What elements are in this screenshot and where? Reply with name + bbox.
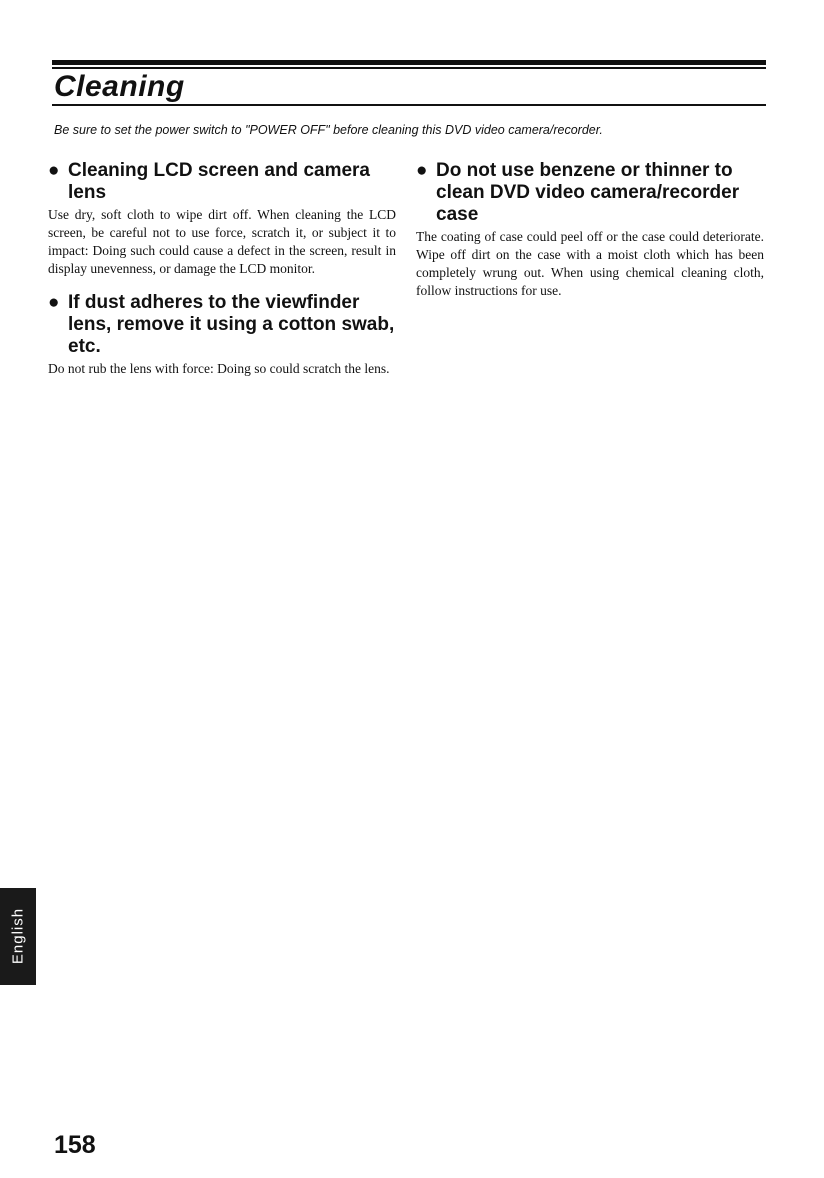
section-heading [416,160,764,226]
left-column [48,160,396,392]
section-benzene-warning [416,160,764,300]
right-column [416,160,764,314]
section-body: Do not rub the lens with force: Doing so could scratch the lens. [48,361,390,376]
bullet-icon: ● [48,292,60,313]
section-viewfinder [48,292,396,378]
page-number: 158 [54,1131,96,1159]
section-body: Use dry, soft cloth to wipe dirt off. When cleaning the LCD screen, be careful not to use force, scratch it, or subject it to impact: Doing such could cause a defect in the screen, result in display unevenness, or damage the LCD monitor. [48,207,396,276]
section-heading [48,292,396,358]
language-tab [0,888,36,985]
title-underline-rule [52,104,766,106]
header-rule-thick [52,60,766,65]
section-heading-text: Do not use benzene or thinner to clean DVD video camera/recorder case [436,160,740,225]
page-title: Cleaning [54,70,185,103]
section-heading [48,160,396,204]
section-heading-text: If dust adheres to the viewfinder lens, remove it using a cotton swab, etc. [68,292,395,357]
section-heading-text: Cleaning LCD screen and camera lens [68,160,370,203]
bullet-icon: ● [48,160,60,181]
section-body: The coating of case could peel off or the case could deteriorate. Wipe off dirt on the case with a moist cloth which has been completely wrung out. When using chemical cleaning cloth, follow instructions for use. [416,229,764,298]
header-rule-thin [52,67,766,69]
language-tab-label: English [9,907,27,965]
bullet-icon: ● [416,160,428,181]
section-lcd-cleaning [48,160,396,278]
intro-note: Be sure to set the power switch to "POWER OFF" before cleaning this DVD video camera/recorder. [54,123,603,137]
